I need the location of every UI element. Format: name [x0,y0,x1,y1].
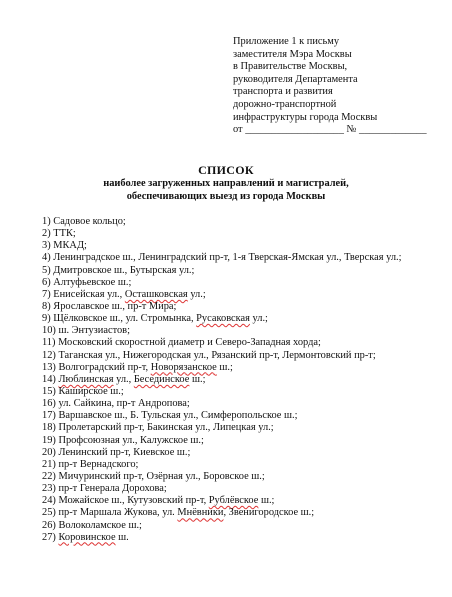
list-item [42,362,402,374]
list-item [42,459,402,471]
list-item-text: Пролетарский пр-т, Бакинская ул., Липецкая ул.; [58,422,274,434]
list-item-text-flagged: Новорязанское [150,361,217,373]
list-item-number: 4) [42,252,51,264]
document-subtitle-line1: наиболее загруженных направлений и магистралей, [103,178,349,189]
routes-list [42,216,402,544]
list-item-number: 11) [42,337,56,349]
list-item-number: 19) [42,434,56,446]
list-item [42,228,402,240]
list-item-text: ш.; [258,495,275,507]
list-item-text: пр-т Вернадского; [58,458,139,470]
list-item [42,350,402,362]
list-item-text: ш.; [189,373,206,385]
document-title: СПИСОК [198,163,254,177]
list-item-number: 23) [42,483,56,495]
list-item-text: Профсоюзная ул., Калужское ш.; [58,434,204,446]
list-item-number: 3) [42,240,51,252]
list-item-number: 9) [42,313,51,325]
list-item-text: ш. [115,531,129,543]
list-item [42,398,402,410]
list-item [42,471,402,483]
list-item-number: 8) [42,300,51,312]
list-item-text: пр-т Маршала Жукова, ул. [58,507,178,519]
list-item-number: 7) [42,288,51,300]
list-item-number: 6) [42,276,51,288]
list-item [42,422,402,434]
list-item-number: 2) [42,228,51,240]
list-item-text: Енисейская ул., [53,288,125,300]
appendix-line: дорожно-транспортной [233,98,337,110]
list-item [42,252,402,264]
list-item-text: Мичуринский пр-т, Озёрная ул., Боровское ш.; [58,470,265,482]
list-item-text-flagged: Рублёвское [208,495,259,507]
list-item-text: МКАД; [53,240,87,252]
list-item-text: ул., [113,373,134,385]
list-item-text: ул. Сайкина, пр-т Андропова; [58,398,190,410]
list-item-text: ТТК; [53,228,76,240]
list-item-text: Ленинский пр-т, Киевское ш.; [58,446,191,458]
list-item-number: 21) [42,458,56,470]
list-item-number: 15) [42,385,56,397]
list-item-number: 18) [42,422,56,434]
list-item-text-flagged: Мнёвники [177,507,224,519]
list-item [42,289,402,301]
list-item-text: Варшавское ш., Б. Тульская ул., Симферопольское ш.; [58,410,298,422]
list-item-text: Каширское ш.; [58,385,124,397]
appendix-line: заместителя Мэра Москвы [233,48,352,60]
list-item [42,495,402,507]
list-item-number: 20) [42,446,56,458]
list-item-number: 1) [42,216,51,227]
list-item-text: Щёлковское ш., ул. Стромынка, [53,313,197,325]
list-item-number: 27) [42,531,56,543]
list-item [42,216,402,228]
list-item-text: Таганская ул., Нижегородская ул., Рязанский пр-т, Лермонтовский пр-т; [58,349,376,361]
list-item-number: 22) [42,470,56,482]
appendix-line: в Правительстве Москвы, [233,61,348,73]
list-item [42,410,402,422]
list-item [42,265,402,277]
appendix-date-number-line: от ___________________ № _____________ [233,124,427,136]
list-item-text: Садовое кольцо; [53,216,126,227]
list-item-text: Дмитровское ш., Бутырская ул.; [53,264,195,276]
list-item-text-flagged: Коровинское [58,531,116,543]
list-item [42,386,402,398]
list-item-text: ш. Энтузиастов; [58,325,130,337]
list-item [42,483,402,495]
list-item [42,325,402,337]
list-item-text: Волгоградский пр-т, [58,361,151,373]
list-item-text-flagged: Русаковская [196,313,250,325]
list-item-text: пр-т Генерала Дорохова; [58,483,167,495]
appendix-header [233,36,427,137]
appendix-line: инфраструктуры города Москвы [233,111,378,123]
list-item-text-flagged: Люблинская [58,373,114,385]
list-item-text-flagged: Осташковская [124,288,188,300]
list-item-text: , Звенигородское ш.; [223,507,315,519]
appendix-line: руководителя Департамента [233,73,358,85]
list-item-text: Можайское ш., Кутузовский пр-т, [58,495,209,507]
list-item [42,435,402,447]
list-item-text: Московский скоростной диаметр и Северо-Западная хорда; [58,337,321,349]
list-item-text-flagged: Бесединское [133,373,190,385]
list-item-text: Алтуфьевское ш.; [53,276,132,288]
list-item-number: 24) [42,495,56,507]
list-item [42,507,402,519]
list-item-number: 5) [42,264,51,276]
list-item-number: 12) [42,349,56,361]
document-title-block [0,163,452,203]
appendix-line: Приложение 1 к письму [233,36,340,47]
list-item [42,313,402,325]
list-item [42,520,402,532]
list-item-number: 17) [42,410,56,422]
list-item-text: ул.; [187,288,206,300]
list-item-text: ш.; [216,361,233,373]
list-item [42,240,402,252]
list-item-number: 13) [42,361,56,373]
list-item-number: 14) [42,373,56,385]
list-item [42,277,402,289]
list-item [42,447,402,459]
list-item-text: Ленинградское ш., Ленинградский пр-т, 1-я Тверская-Ямская ул., Тверская ул.; [53,252,402,264]
list-item-text: ул.; [249,313,268,325]
list-item-number: 16) [42,398,56,410]
list-item-number: 10) [42,325,56,337]
list-item [42,374,402,386]
list-item [42,301,402,313]
list-item-text: Волоколамское ш.; [58,519,142,531]
list-item [42,532,402,544]
list-item-number: 26) [42,519,56,531]
list-item-number: 25) [42,507,56,519]
list-item [42,337,402,349]
document-subtitle-line2: обеспечивающих выезд из города Москвы [126,191,326,202]
list-item-text: Ярославское ш., пр-т Мира; [53,300,177,312]
appendix-line: транспорта и развития [233,86,333,98]
